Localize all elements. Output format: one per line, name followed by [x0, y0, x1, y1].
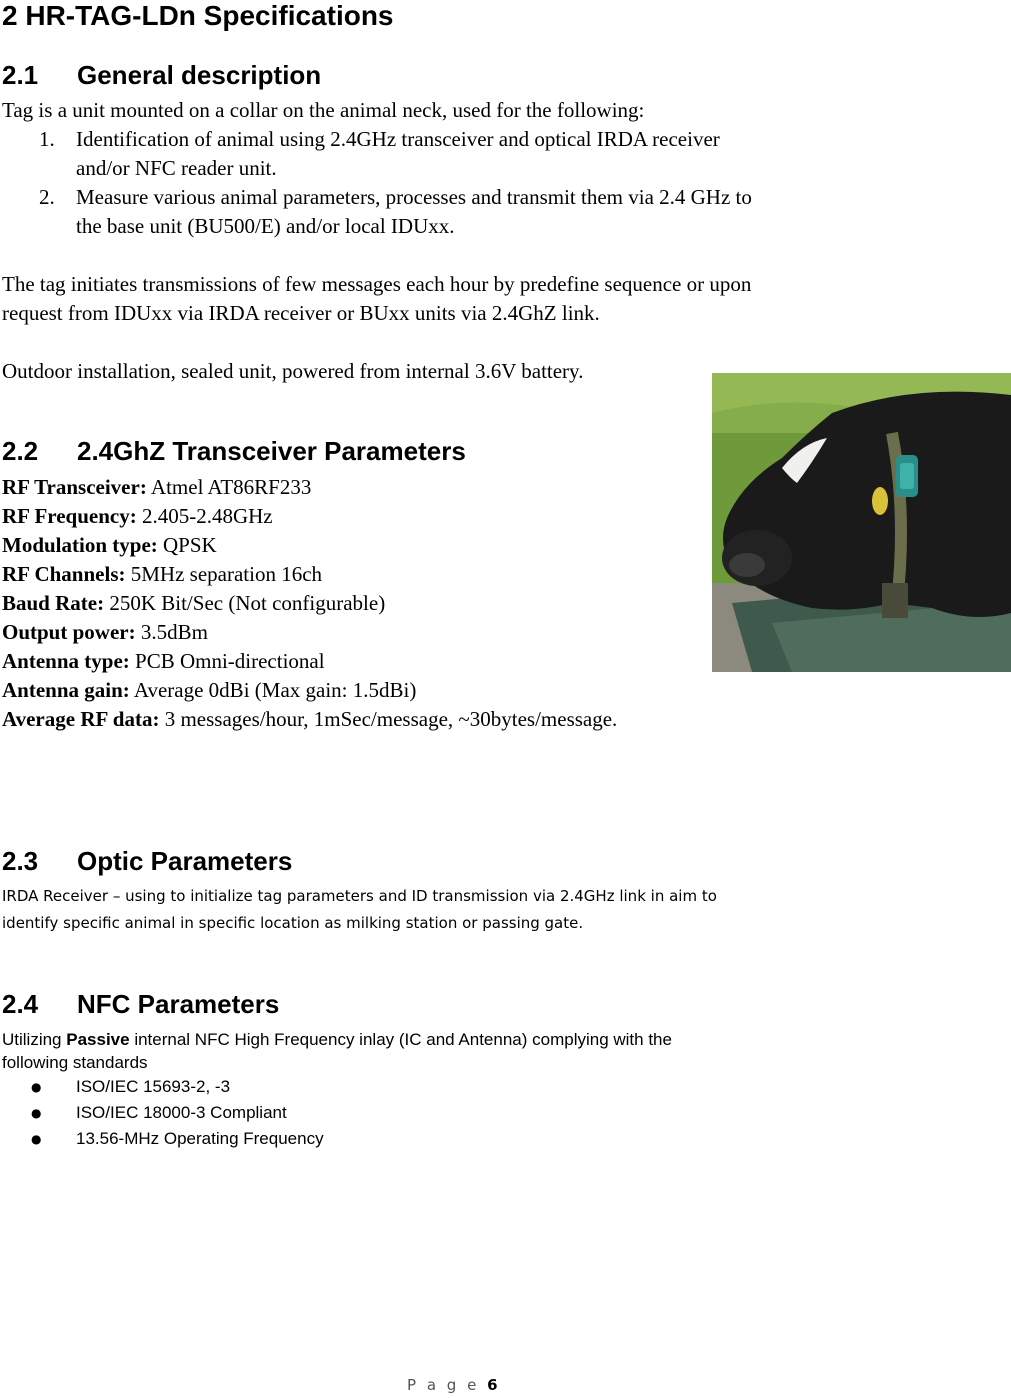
bullet-text: ISO/IEC 15693-2, -3 [76, 1077, 231, 1096]
bullet-icon: ● [31, 1106, 42, 1120]
param-row [2, 705, 617, 734]
section-heading: 2 HR-TAG-LDn Specifications [2, 0, 394, 31]
list-item [39, 183, 939, 241]
param-value: 5MHz separation 16ch [125, 562, 323, 586]
param-value: 3.5dBm [135, 620, 208, 644]
list-item [39, 125, 939, 183]
section-2-2-heading [2, 436, 466, 467]
optic-text: IRDA Receiver – using to initialize tag parameters and ID transmission via 2.4GHz link in aim to [2, 887, 717, 905]
section-2-1-heading [2, 60, 321, 91]
section-title: General description [77, 60, 322, 90]
param-row [2, 618, 208, 647]
bullet-text: ISO/IEC 18000-3 Compliant [76, 1103, 287, 1122]
nfc-intro-line2: following standards [2, 1053, 148, 1072]
param-label: Baud Rate: [2, 591, 105, 615]
section-number: 2.4 [2, 989, 39, 1019]
nfc-intro-post: internal NFC High Frequency inlay (IC and Antenna) complying with the [129, 1030, 672, 1049]
param-label: RF Channels: [2, 562, 126, 586]
intro-text: Tag is a unit mounted on a collar on the animal neck, used for the following: [2, 98, 645, 122]
param-row [2, 502, 273, 531]
list-text: Identification of animal using 2.4GHz transceiver and optical IRDA receiver [76, 127, 720, 151]
bullet-icon: ● [31, 1132, 42, 1146]
paragraph: The tag initiates transmissions of few messages each hour by predefine sequence or upon [2, 272, 752, 296]
page-number: 6 [487, 1376, 501, 1394]
param-value: Atmel AT86RF233 [146, 475, 312, 499]
param-label: RF Transceiver: [2, 475, 147, 499]
param-value: QPSK [157, 533, 217, 557]
paragraph: Outdoor installation, sealed unit, powered from internal 3.6V battery. [2, 359, 584, 383]
list-number: 2. [39, 185, 55, 209]
section-number: 2.3 [2, 846, 39, 876]
list-text: the base unit (BU500/E) and/or local IDUxx. [76, 214, 455, 238]
param-value: 250K Bit/Sec (Not configurable) [104, 591, 386, 615]
param-row [2, 560, 322, 589]
section-number: 2.2 [2, 436, 39, 466]
paragraph: request from IDUxx via IRDA receiver or BUxx units via 2.4GhZ link. [2, 301, 600, 325]
list-text: Measure various animal parameters, processes and transmit them via 2.4 GHz to [76, 185, 752, 209]
list-item [0, 1101, 600, 1125]
param-row [2, 676, 416, 705]
param-value: 2.405-2.48GHz [136, 504, 273, 528]
section-title: NFC Parameters [77, 989, 280, 1019]
list-item [0, 1075, 600, 1099]
list-number: 1. [39, 127, 55, 151]
bullet-icon: ● [31, 1080, 42, 1094]
param-label: Antenna gain: [2, 678, 130, 702]
cow-collar-photo [712, 373, 1011, 672]
list-text: and/or NFC reader unit. [76, 156, 277, 180]
section-2-3-heading [2, 846, 292, 877]
page-footer [407, 1376, 501, 1394]
nfc-intro-pre: Utilizing [2, 1030, 67, 1049]
param-label: Antenna type: [2, 649, 130, 673]
param-row [2, 589, 385, 618]
nfc-intro-bold: Passive [66, 1030, 130, 1049]
param-label: RF Frequency: [2, 504, 137, 528]
nfc-intro [2, 1028, 672, 1052]
section-number: 2.1 [2, 60, 39, 90]
param-row [2, 473, 311, 502]
optic-text: identify specific animal in specific location as milking station or passing gate. [2, 914, 584, 932]
param-label: Average RF data: [2, 707, 160, 731]
param-value: PCB Omni-directional [129, 649, 325, 673]
param-value: Average 0dBi (Max gain: 1.5dBi) [129, 678, 417, 702]
param-row [2, 531, 217, 560]
param-value: 3 messages/hour, 1mSec/message, ~30bytes/message. [159, 707, 618, 731]
param-row [2, 647, 325, 676]
section-title: 2.4GhZ Transceiver Parameters [77, 436, 466, 466]
list-item [0, 1127, 600, 1151]
param-label: Modulation type: [2, 533, 158, 557]
page-label: P a g e [407, 1376, 488, 1394]
bullet-text: 13.56-MHz Operating Frequency [76, 1129, 324, 1148]
section-2-4-heading [2, 989, 279, 1020]
param-label: Output power: [2, 620, 136, 644]
section-title: Optic Parameters [77, 846, 293, 876]
